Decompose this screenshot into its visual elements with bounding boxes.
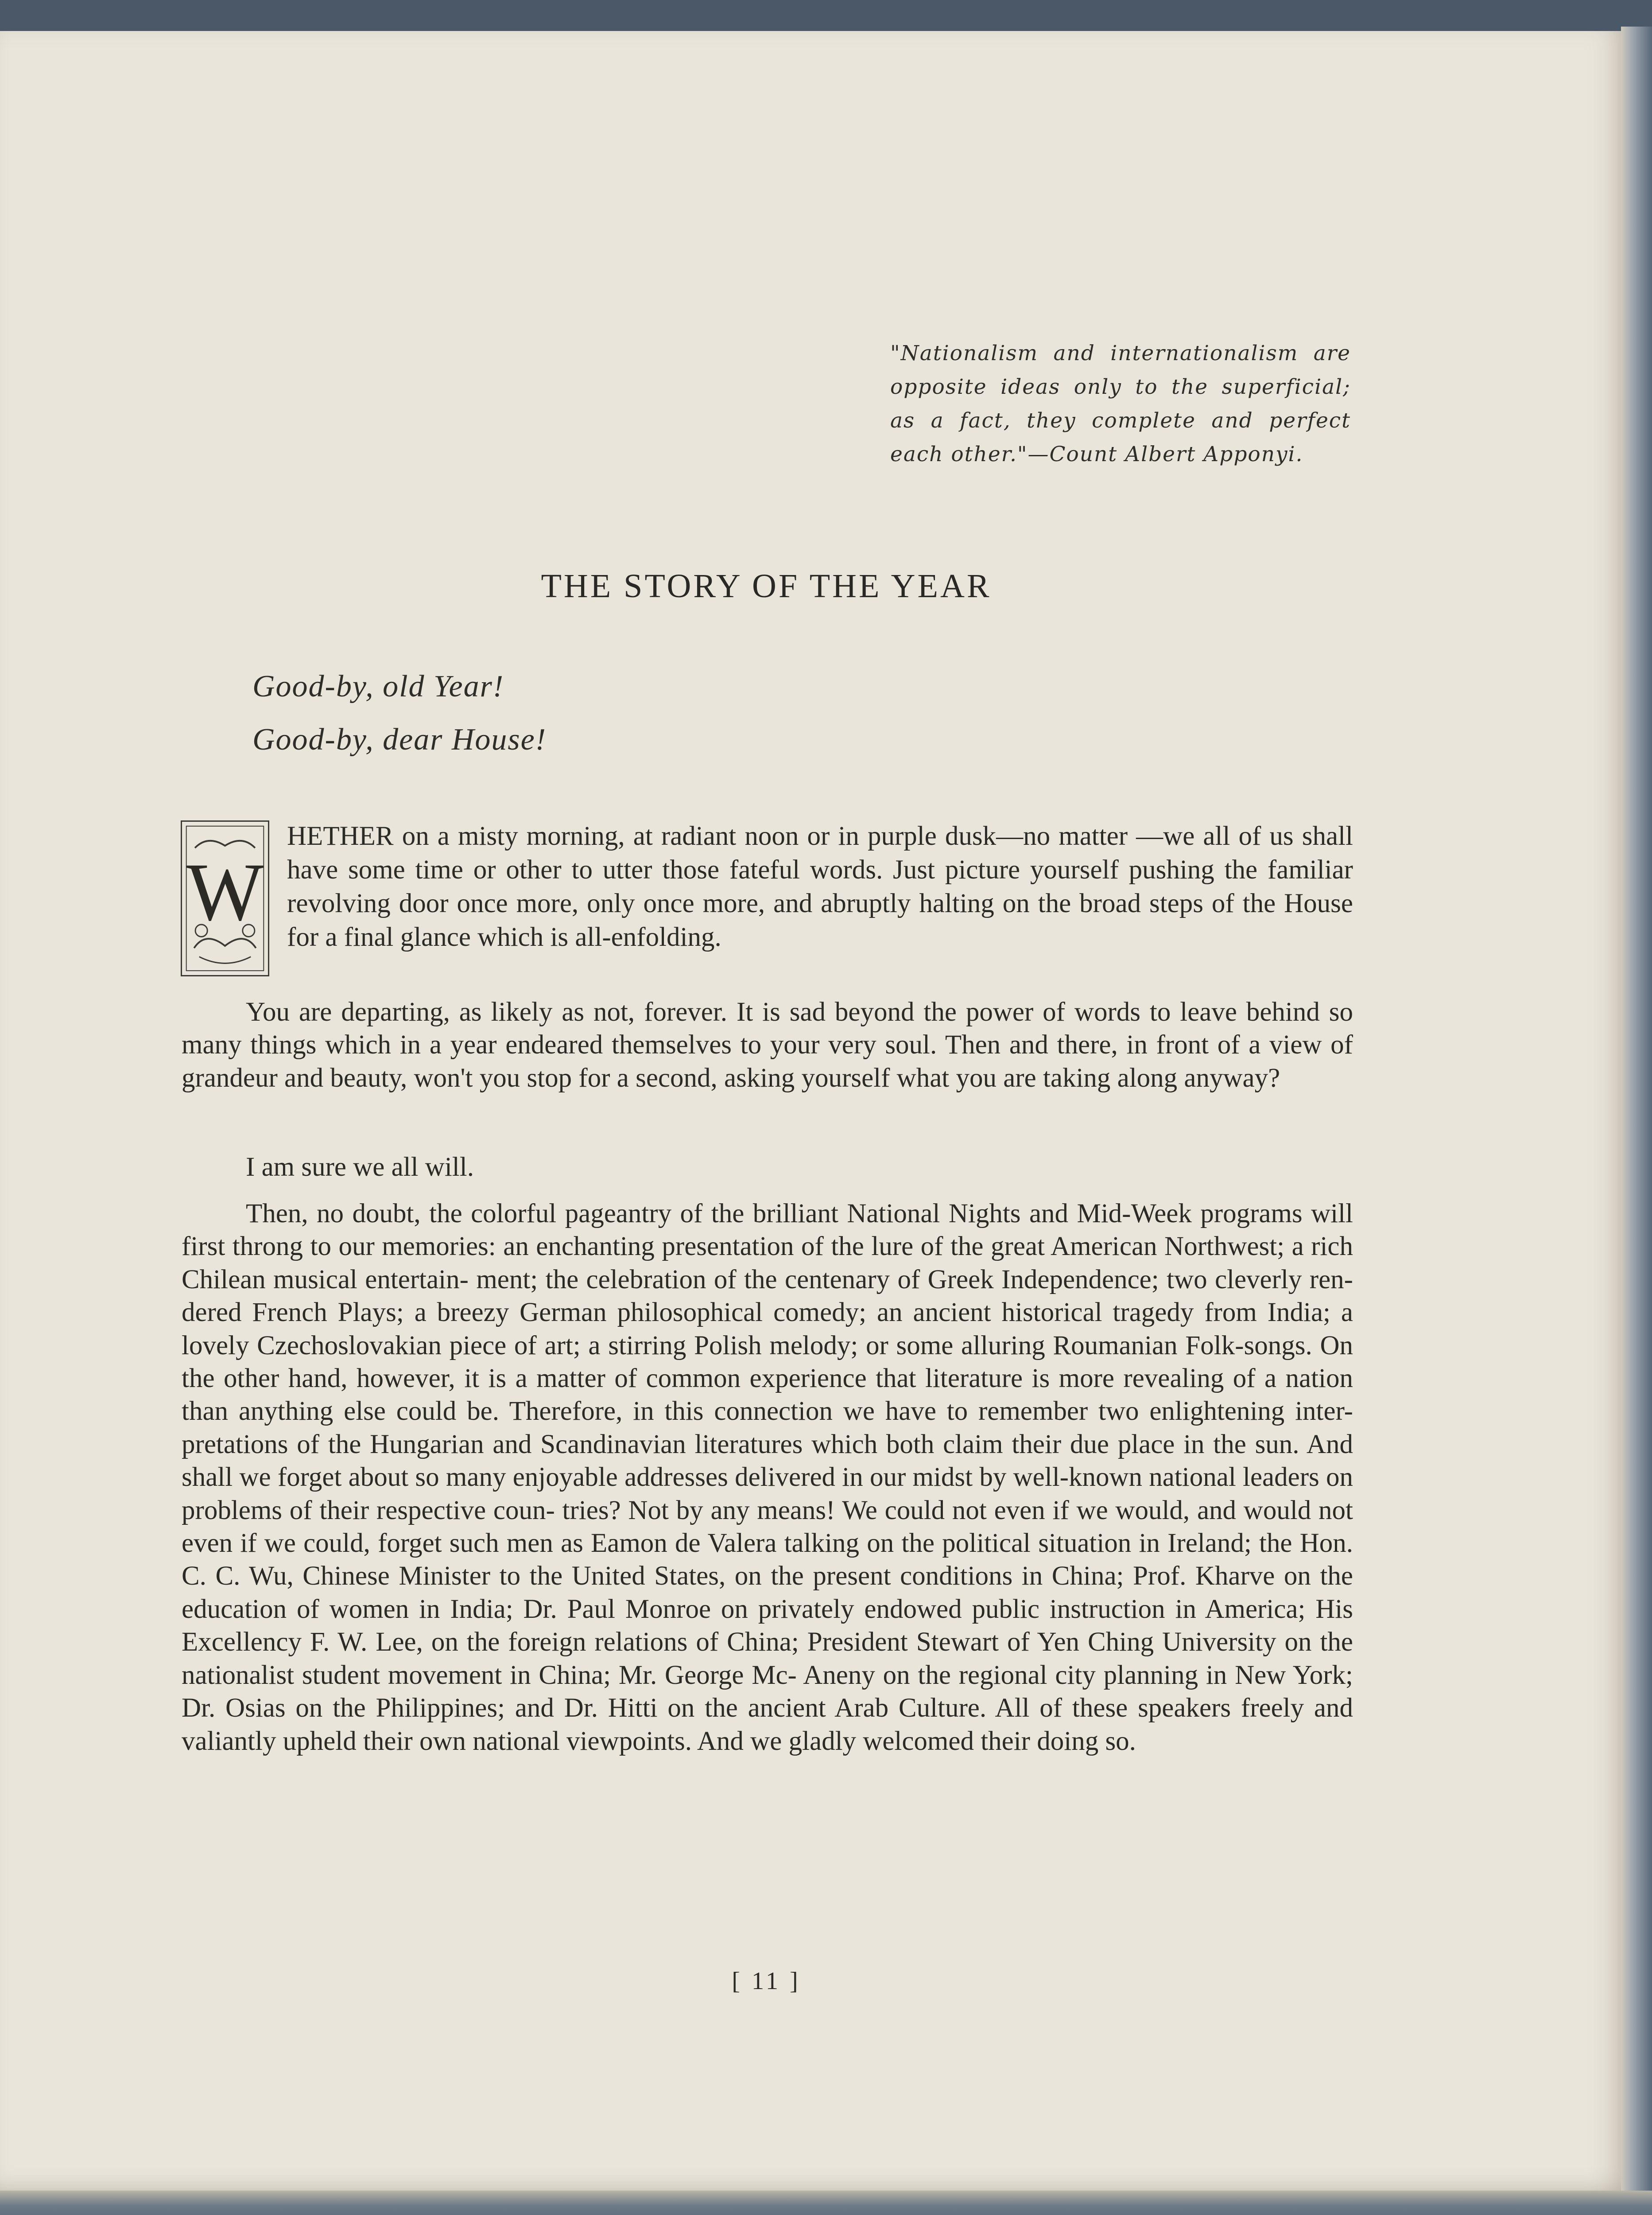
chapter-title: THE STORY OF THE YEAR bbox=[541, 567, 992, 605]
page-edge-bottom bbox=[0, 2191, 1652, 2215]
paragraph-opening: HETHER on a misty morning, at radiant noon or in purple dusk—no matter —we all of us shall have some time or other to utter those fateful words. Just picture yourself pushing the familiar revolving door once more, only once more, and abruptly halting on the broad steps of the House for a final glance which is all-enfolding. bbox=[287, 821, 1353, 952]
book-page bbox=[0, 31, 1621, 2191]
paragraph-2: You are departing, as likely as not, forever. It is sad beyond the power of words to leave behind so many things which in a year endeared themselves to your very soul. Then and there, in front of a view of grandeur and beauty, won't you stop for a second, asking yourself what you are taking along anyway? bbox=[182, 997, 1353, 1093]
page-number: [ 11 ] bbox=[732, 1967, 801, 1995]
drop-cap-letter: W bbox=[186, 847, 264, 938]
page-edge-right bbox=[1621, 27, 1652, 2197]
drop-cap-ornament-icon bbox=[182, 822, 268, 975]
paragraph-4: Then, no doubt, the colorful pageantry of the brilliant National Nights and Mid-Week programs will first throng to our memories: an enchanting presentation of the lure of the great American Northwest; a rich Chilean musical entertain- ment; the celebration of the centenary of Greek Independence; two cleverly ren- dered French Plays; a breezy German philosophical comedy; an ancient historical tragedy from India; a lovely Czechoslovakian piece of art; a stirring Polish melody; or some alluring Roumanian Folk-songs. On the other hand, however, it is a matter of common experience that literature is more revealing of a nation than anything else could be. Therefore, in this connection we have to remember two enlightening inter- pretations of the Hungarian and Scandinavian literatures which both claim their due place in the sun. And shall we forget about so many enjoyable addresses delivered in our midst by well-known national leaders on problems of their respective coun- tries? Not by any means! We could not even if we would, and would not even if we could, forget such men as Eamon de Valera talking on the political situation in Ireland; the Hon. C. C. Wu, Chinese Minister to the United States, on the present conditions in China; Prof. Kharve on the education of women in India; Dr. Paul Monroe on privately endowed public instruction in America; His Excellency F. W. Lee, on the foreign relations of China; President Stewart of Yen Ching University on the nationalist student movement in China; Mr. George Mc- Aneny on the regional city planning in New York; Dr. Osias on the Philippines; and Dr. Hitti on the ancient Arab Culture. All of these speakers freely and valiantly upheld their own national viewpoints. And we gladly welcomed their doing so. bbox=[182, 1199, 1353, 1756]
epigraph-quote: "Nationalism and internationalism are opposite ideas only to the superficial; as a fact, they complete and perfect each other."—Count Albert Apponyi. bbox=[890, 341, 1351, 466]
verse-line-1: Good-by, old Year! bbox=[252, 669, 504, 703]
verse-line-2: Good-by, dear House! bbox=[252, 723, 547, 757]
paragraph-3: I am sure we all will. bbox=[246, 1152, 474, 1182]
ornamental-drop-cap bbox=[181, 820, 269, 976]
